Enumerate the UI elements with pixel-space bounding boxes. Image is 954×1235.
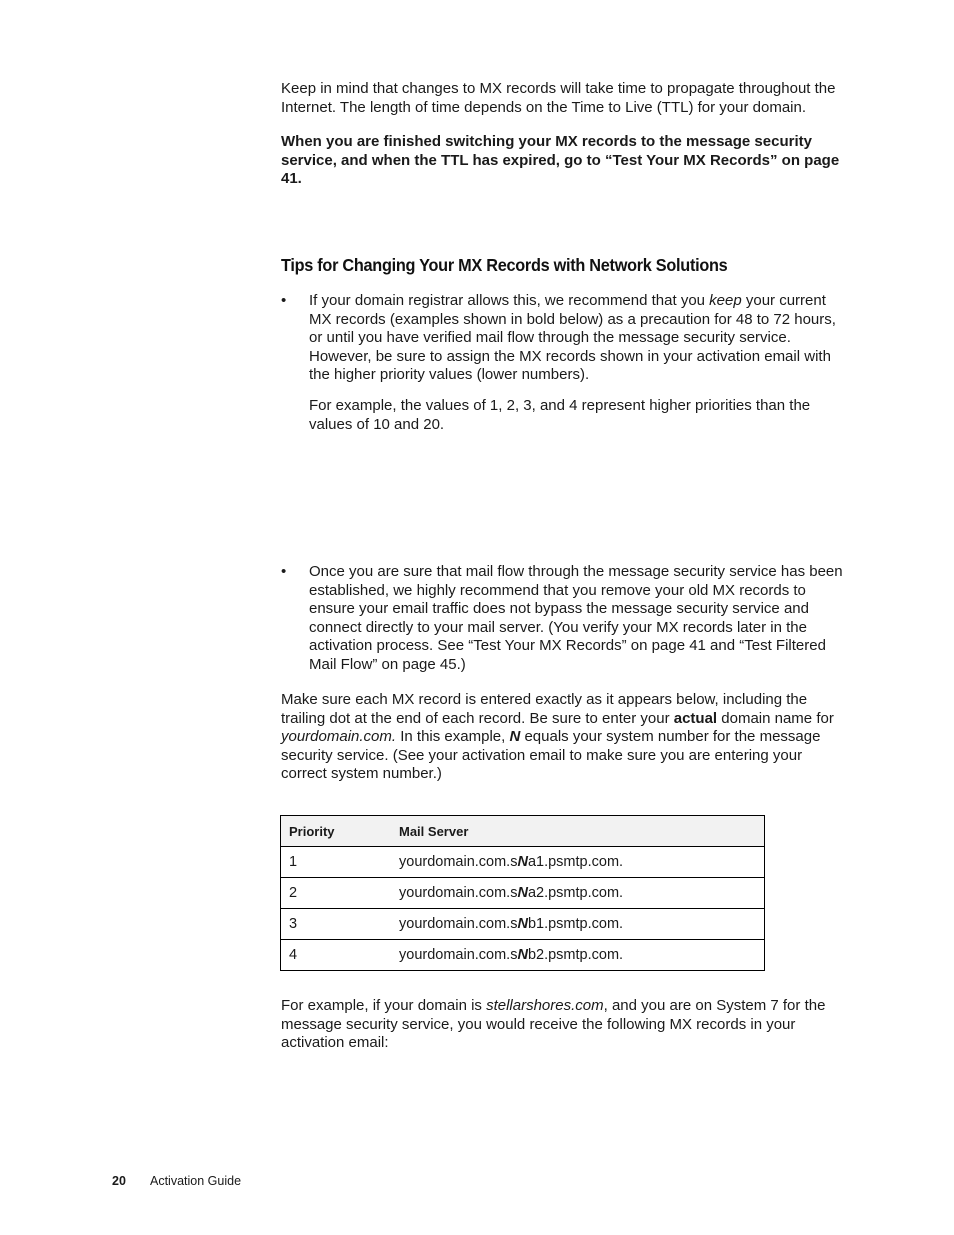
server-n: N — [517, 916, 528, 932]
intro-block — [281, 80, 846, 189]
server-n: N — [517, 947, 528, 963]
bullet-keep-pre: If your domain registrar allows this, we recommend that you — [309, 292, 710, 309]
mail-server-cell — [391, 847, 765, 878]
section-heading: Tips for Changing Your MX Records with Network Solutions — [281, 255, 728, 275]
server-prefix: yourdomain.com.s — [399, 916, 518, 932]
server-n: N — [517, 854, 528, 870]
mail-server-cell — [391, 940, 765, 971]
server-prefix: yourdomain.com.s — [399, 854, 518, 870]
server-prefix: yourdomain.com.s — [399, 885, 518, 901]
make-sure-t1: Make sure each MX record is entered exactly as it appears below, including the trailing dot at the end of each record. Be sure to enter your — [281, 691, 808, 727]
priority-cell: 4 — [281, 940, 392, 971]
make-sure-t3: In this example, — [396, 728, 510, 746]
table-row — [281, 909, 765, 940]
bullet-remove-text: Once you are sure that mail flow through the message security service has been established, we highly recommend that you remove your old MX records to ensure your email traffic does not bypass the message security service and connect directly to your mail server. (You verify your MX records later in the activation process. See “Test Your MX Records” on page 41 and “Test Filtered Mail Flow” on page 45.) — [309, 563, 843, 673]
bullet-marker: • — [281, 292, 287, 309]
closing-t1: For example, if your domain is — [281, 997, 487, 1014]
bullet-keep-em: keep — [709, 292, 742, 309]
footer-doc-title: Activation Guide — [150, 1174, 242, 1188]
bullet-keep-records — [281, 292, 846, 434]
table-row — [281, 847, 765, 878]
server-n: N — [517, 885, 528, 901]
bullet-marker: • — [281, 563, 287, 580]
mail-server-cell — [391, 909, 765, 940]
table-row — [281, 878, 765, 909]
priority-example: For example, the values of 1, 2, 3, and 4 represent higher priorities than the values of 10 and 20. — [309, 396, 811, 433]
server-suffix: b2.psmtp.com. — [527, 947, 624, 963]
make-sure-paragraph — [281, 691, 846, 784]
closing-paragraph — [281, 997, 846, 1053]
server-prefix: yourdomain.com.s — [399, 947, 518, 963]
bullet-keep-text — [309, 292, 846, 385]
priority-cell: 1 — [281, 847, 392, 878]
server-suffix: b1.psmtp.com. — [527, 916, 624, 932]
priority-cell: 3 — [281, 909, 392, 940]
server-suffix: a1.psmtp.com. — [527, 854, 624, 870]
section-heading-block — [281, 255, 846, 276]
bullet-remove-records — [281, 563, 846, 675]
header-priority: Priority — [281, 816, 392, 847]
closing-domain: stellarshores.com — [486, 997, 604, 1014]
make-sure-domain: yourdomain.com. — [281, 728, 397, 746]
make-sure-n: N — [509, 728, 521, 746]
table-row — [281, 940, 765, 971]
make-sure-t2: domain name for — [717, 709, 834, 727]
intro-paragraph: Keep in mind that changes to MX records will take time to propagate throughout the Internet. The length of time depends on the Time to Live (TTL) for your domain. — [281, 80, 836, 116]
page-number: 20 — [112, 1174, 126, 1188]
make-sure-actual: actual — [673, 709, 718, 727]
make-sure-t4: equals your system number for the message security service. (See your activation email to make sure you are entering your correct system number.) — [281, 728, 821, 783]
mx-records-table — [280, 815, 765, 971]
closing-t2: , and you are on System 7 for the message security service, you would receive the following MX records in your activation email: — [281, 997, 826, 1052]
bullet-keep-post: your current MX records (examples shown in bold below) as a precaution for 48 to 72 hours, or until you have verified mail flow through the message security service. However, be sure to assign the MX records shown in your activation email with the higher priority values (lower numbers). — [309, 292, 836, 384]
finished-instruction: When you are finished switching your MX records to the message security service, and when the TTL has expired, go to “Test Your MX Records” on page 41. — [281, 133, 840, 188]
closing-block — [281, 997, 846, 1053]
header-mail-server: Mail Server — [391, 816, 765, 847]
priority-cell: 2 — [281, 878, 392, 909]
page-footer — [112, 1174, 241, 1188]
server-suffix: a2.psmtp.com. — [527, 885, 624, 901]
make-sure-block — [281, 691, 846, 784]
mail-server-cell — [391, 878, 765, 909]
table-header-row — [281, 816, 765, 847]
